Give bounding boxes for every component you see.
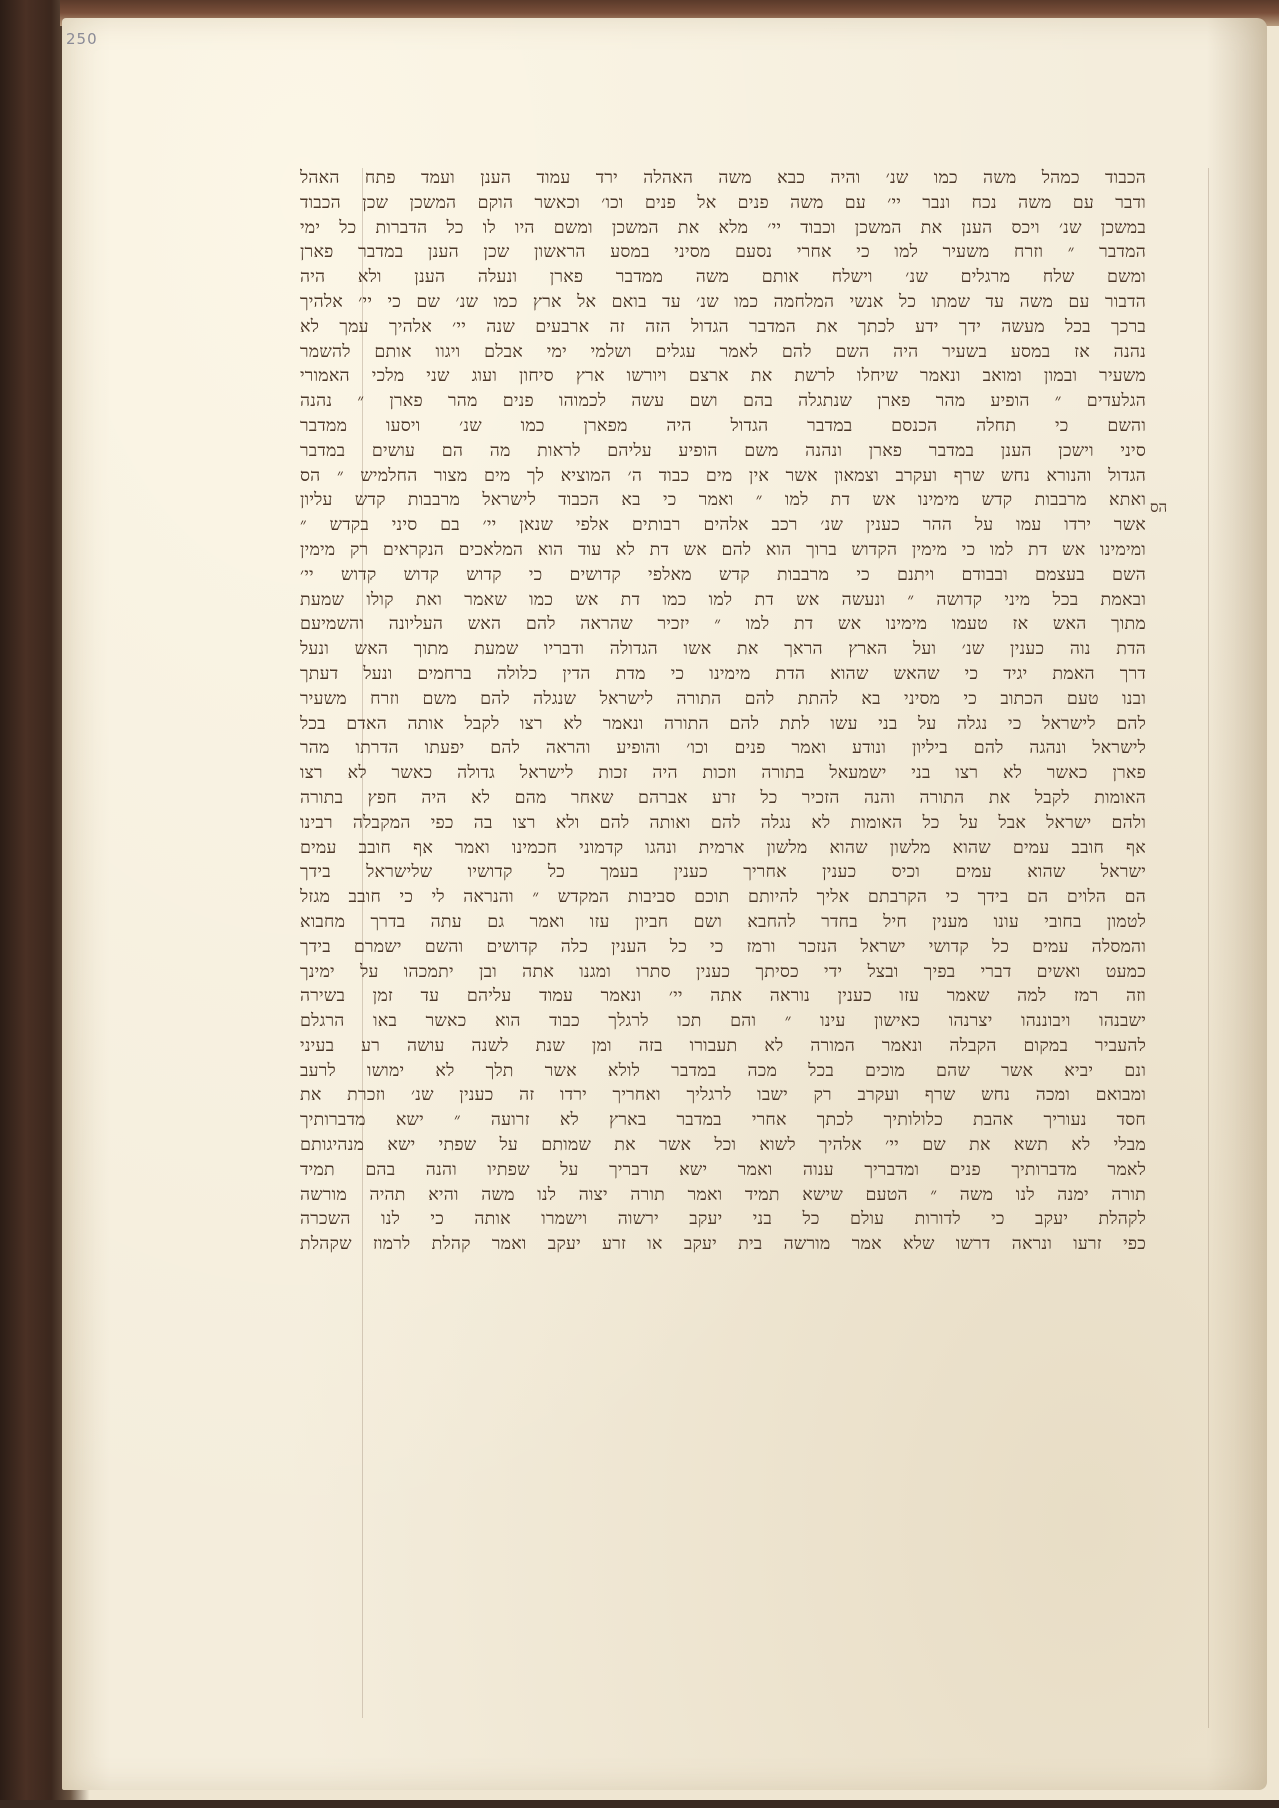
text-line: ודבר עם משה נכח ונבר יי׳ עם משה פנים אל פנים וכו׳ וכאשר הוקם המשכן שכן הכבוד bbox=[300, 192, 1146, 213]
text-line: לטמון בחובי עונו מענין חיל בחדר להחבא ושם חביון עזו ואמר גם עתה בדרך מחבוא bbox=[300, 911, 1146, 932]
folio-number: 250 bbox=[66, 30, 98, 48]
text-line: משעיר ובמון ומואב ונאמר שיחלו לרשת את ארצם ויורשו ארץ סיחון ועוג שני מלכי האמורי bbox=[300, 366, 1146, 387]
text-line: אף חובב עמים שהוא מלשון שהוא מלשון ארמית ונהגו קדמוני חכמינו ואמר אף חובב עמים bbox=[300, 837, 1146, 858]
text-line: הם הלוים הם בידך כי הקרבתם אליך להיותם תוכם סביבות המקדש ״ והנראה לי כי חובב מגזל bbox=[300, 887, 1146, 908]
text-line: הכבוד כמהל משה כמו שנ׳ והיה כבא משה האהלה ירד עמוד הענן ועמד פתח האהל bbox=[300, 168, 1146, 188]
text-line: נהנה אז במסע בשעיר היה השם להם לאמר עגלים ושלמי ימי אבלם ויגוו אותם להשמר bbox=[300, 341, 1146, 362]
text-line: ובאמת בכל מיני קדושה ״ ונעשה אש דת למו כמו דת אש כמו שאמר ואת קולו שמעת bbox=[300, 589, 1146, 610]
text-column bbox=[300, 166, 1146, 1257]
text-line: והשם כי תחלה הכנסם במדבר הגדול היה מפארן כמו שנ׳ ויסעו ממדבר bbox=[300, 415, 1146, 436]
text-line: ישראל שהוא עמים וכיס כענין אחריך כענין בעמך כל קדושיו שלישראל בידך bbox=[300, 862, 1146, 883]
text-line: לאמר מדברותיך פנים ומדבריך ענוה ואמר ישא דבריך על שפתיו והנה בהם תמיד bbox=[300, 1159, 1146, 1180]
text-line: כפי זרעו ונראה דרשו שלא אמר מורשה בית יעקב או זרע יעקב ואמר קהלת לרמוז שקהלת bbox=[300, 1234, 1146, 1255]
text-line: מבלי לא תשא את שם יי׳ אלהיך לשוא וכל אשר את שמותם על שפתי ישא מנהיגותם bbox=[300, 1135, 1146, 1156]
text-line: המדבר ״ וזרח משעיר למו כי אחרי נסעם מסיני במסע הראשון שכן הענן במדבר פארן bbox=[300, 242, 1146, 263]
text-line: ובנו טעם הכתוב כי מסיני בא להתת להם התורה לישראל שנגלה להם משם וזרח משעיר bbox=[300, 688, 1146, 709]
text-line: ונם יביא אשר שהם מוכים בכל מכה במדבר לולא אשר תלך לא ימושו לרעב bbox=[300, 1060, 1146, 1081]
text-line: לישראל ונהגה להם ביליון ונודע ואמר פנים וכו׳ והופיע והראה להם יפעתו הדרתו מהר bbox=[300, 738, 1146, 759]
text-line: תורה ימנה לנו משה ״ הטעם שישא תמיד ואמר תורה יצוה לנו משה והיא תהיה מורשה bbox=[300, 1184, 1146, 1205]
text-line: אשר ירדו עמו על ההר כענין שנ׳ רכב אלהים רבותים אלפי שנאן יי׳ בם סיני בקדש ״ bbox=[300, 515, 1146, 536]
text-line: במשכן שנ׳ ויכס הענן את המשכן וכבוד יי׳ מלא את המשכן ומשם היו לו כל הדברות כל ימי bbox=[300, 217, 1146, 238]
text-line: השם בעצמם ובבודם ויתנם כי מרבבות קדש מאלפי קדושים כי קדוש קדוש קדוש יי׳ bbox=[300, 564, 1146, 585]
text-line: ואתא מרבבות קדש מימינו אש דת למו ״ ואמר כי בא הכבוד לישראל מרבבות קדש עליון bbox=[300, 490, 1146, 511]
text-line: והמסלה עמים כל קדושי ישראל הנזכר ורמז כי כל הענין כלה קדושים והשם ישמרם בידך bbox=[300, 936, 1146, 957]
text-line: חסד נעוריך אהבת כלולותיך לכתך אחרי במדבר בארץ לא זרועה ״ ישא מדברותיך bbox=[300, 1110, 1146, 1131]
text-line: ברכך בכל מעשה ידך ידע לכתך את המדבר הגדול הזה זה ארבעים שנה יי׳ אלהיך עמך לא bbox=[300, 316, 1146, 337]
text-line: להעביר במקום הקבלה ונאמר המורה לא תעבורו בזה ומן שנת לשנה עושה רע בעיני bbox=[300, 1035, 1146, 1056]
margin-note: הס bbox=[1150, 498, 1168, 516]
text-line: ולהם ישראל אבל על כל האומות לא נגלה להם ואותה להם ולא רצו בה כפי המקבלה רבינו bbox=[300, 812, 1146, 833]
text-line: הגלעדים ״ הופיע מהר פארן שנתגלה בהם ושם עשה לכמוהו פנים מהר פארן ״ נהנה bbox=[300, 391, 1146, 412]
text-line: להם לישראל כי נגלה על בני עשו לתת להם התורה ונאמר לא רצו לקבל אותה האדם בכל bbox=[300, 713, 1146, 734]
text-line: סיני וישכן הענן במדבר פארן ונהנה משם הופיע עליהם לראות מה הם עושים במדבר bbox=[300, 440, 1146, 461]
text-line: ומבואם ומכה נחש שרף ועקרב רק ישבו לרגליך ואחריך ירדו זה כענין שנ׳ וזכרת את bbox=[300, 1085, 1146, 1106]
text-line: ישבנהו ויבוננהו יצרנהו כאישון עינו ״ והם תכו לרגלך כבוד הוא כאשר באו הרגלם bbox=[300, 1011, 1146, 1032]
text-line: האומות לקבל את התורה והנה הזכיר כל זרע אברהם שאחר מהם לא היה חפץ בתורה bbox=[300, 787, 1146, 808]
text-line: מתוך האש אז טעמו מימינו אש דת למו ״ יזכיר שהראה להם האש העליונה והשמיעם bbox=[300, 614, 1146, 635]
text-line: וזה רמז למה שאמר עזו כענין נוראה אתה יי׳ ונאמר עמוד עליהם עד זמן בשירה bbox=[300, 986, 1146, 1007]
text-line: הגדול והנורא נחש שרף ועקרב וצמאון אשר אין מים כבוד ה׳ המוציא לך מים מצור החלמיש ״ הס bbox=[300, 465, 1146, 486]
text-line: ומשם שלח מרגלים שנ׳ וישלח אותם משה ממדבר פארן ונעלה הענן ולא היה bbox=[300, 267, 1146, 288]
text-line: הדבור עם משה עד שמתו כל אנשי המלחמה כמו שנ׳ עד בואם אל ארץ כמו שנ׳ שם כי יי׳ אלהיך bbox=[300, 291, 1146, 312]
text-line: פארן כאשר לא רצו בני ישמעאל בתורה וזכות היה זכות לישראל גדולה כאשר לא רצו bbox=[300, 763, 1146, 784]
text-line: לקהלת יעקב כי לדורות עולם כל בני יעקב ירשוה וישמרו אותה כי לנו השכרה bbox=[300, 1209, 1146, 1230]
right-ruling-line bbox=[1208, 168, 1209, 1728]
text-line: כמעט ואשים דברי בפיך ובצל ידי כסיתך כענין סתרו ומגנו אתה ובן יתמכהו על ימינך bbox=[300, 961, 1146, 982]
text-line: דרך האמת יגיד כי שהאש שהוא הדת מימינו כי מדת הדין כלולה ברחמים ונעל דעתך bbox=[300, 663, 1146, 684]
text-line: ומימינו אש דת למו כי מימין הקדוש ברוך הוא להם אש דת לא עוד הוא המלאכים הנקראים רק מימין bbox=[300, 539, 1146, 560]
text-line: הדת נוה כענין שנ׳ ועל הארץ הראך את אשו הגדולה ודבריו שמעת מתוך האש ונעל bbox=[300, 639, 1146, 660]
